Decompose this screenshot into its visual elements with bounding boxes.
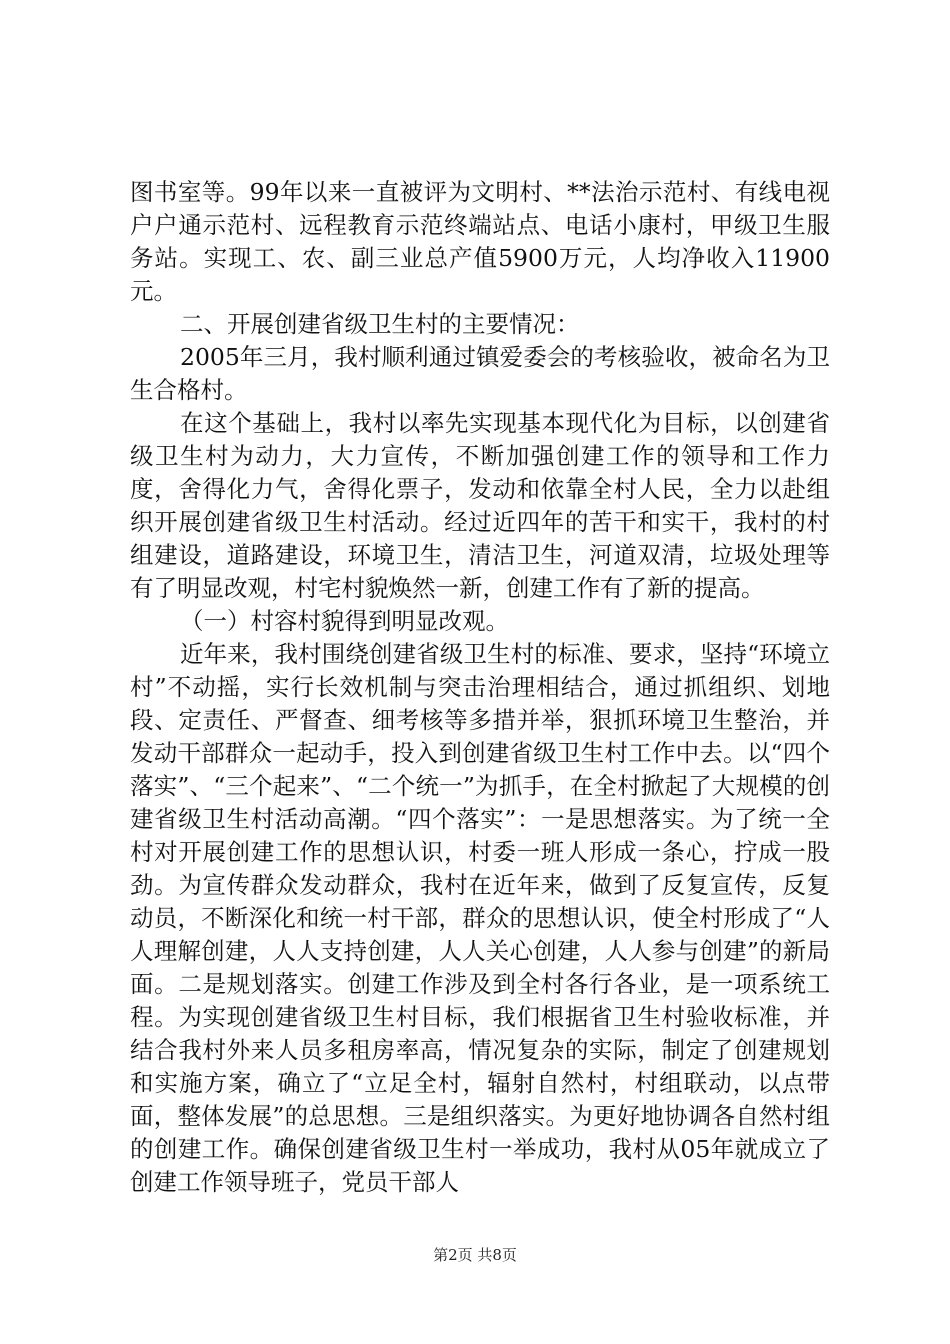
paragraph-2005: 2005年三月，我村顺利通过镇爱委会的考核验收，被命名为卫生合格村。 xyxy=(130,343,830,404)
page-footer: 第2页 共8页 xyxy=(433,1246,517,1264)
paragraph-intro-continued: 图书室等。99年以来一直被评为文明村、**法治示范村、有线电视户户通示范村、远程教育示范终端站点、电话小康村，甲级卫生服务站。实现工、农、副三业总产值5900万元，人均净收入11900元。 xyxy=(130,178,830,305)
paragraph-recent-years: 近年来，我村围绕创建省级卫生村的标准、要求，坚持“环境立村”不动摇，实行长效机制与突击治理相结合，通过抓组织、划地段、定责任、严督查、细考核等多措并举，狠抓环境卫生整治，并发动干部群众一起动手，投入到创建省级卫生村工作中去。以“四个落实”、“三个起来”、“二个统一”为抓手，在全村掀起了大规模的创建省级卫生村活动高潮。“四个落实”：一是思想落实。为了统一全村对开展创建工作的思想认识，村委一班人形成一条心，拧成一股劲。为宣传群众发动群众，我村在近年来，做到了反复宣传，反复动员，不断深化和统一村干部，群众的思想认识，使全村形成了“人人理解创建，人人支持创建，人人关心创建，人人参与创建”的新局面。二是规划落实。创建工作涉及到全村各行各业，是一项系统工程。为实现创建省级卫生村目标，我们根据省卫生村验收标准，并结合我村外来人员多租房率高，情况复杂的实际，制定了创建规划和实施方案，确立了“立足全村，辐射自然村，村组联动，以点带面，整体发展”的总思想。三是组织落实。为更好地协调各自然村组的创建工作。确保创建省级卫生村一举成功，我村从05年就成立了创建工作领导班子，党员干部人 xyxy=(130,640,830,1196)
subsection-heading-1: （一）村容村貌得到明显改观。 xyxy=(180,607,509,635)
document-body xyxy=(130,176,830,1199)
section-heading-2: 二、开展创建省级卫生村的主要情况： xyxy=(180,310,580,338)
paragraph-foundation: 在这个基础上，我村以率先实现基本现代化为目标，以创建省级卫生村为动力，大力宣传，不断加强创建工作的领导和工作力度，舍得化力气，舍得化票子，发动和依靠全村人民，全力以赴组织开展创建省级卫生村活动。经过近四年的苦干和实干，我村的村组建设，道路建设，环境卫生，清洁卫生，河道双清，垃圾处理等有了明显改观，村宅村貌焕然一新，创建工作有了新的提高。 xyxy=(130,409,830,602)
